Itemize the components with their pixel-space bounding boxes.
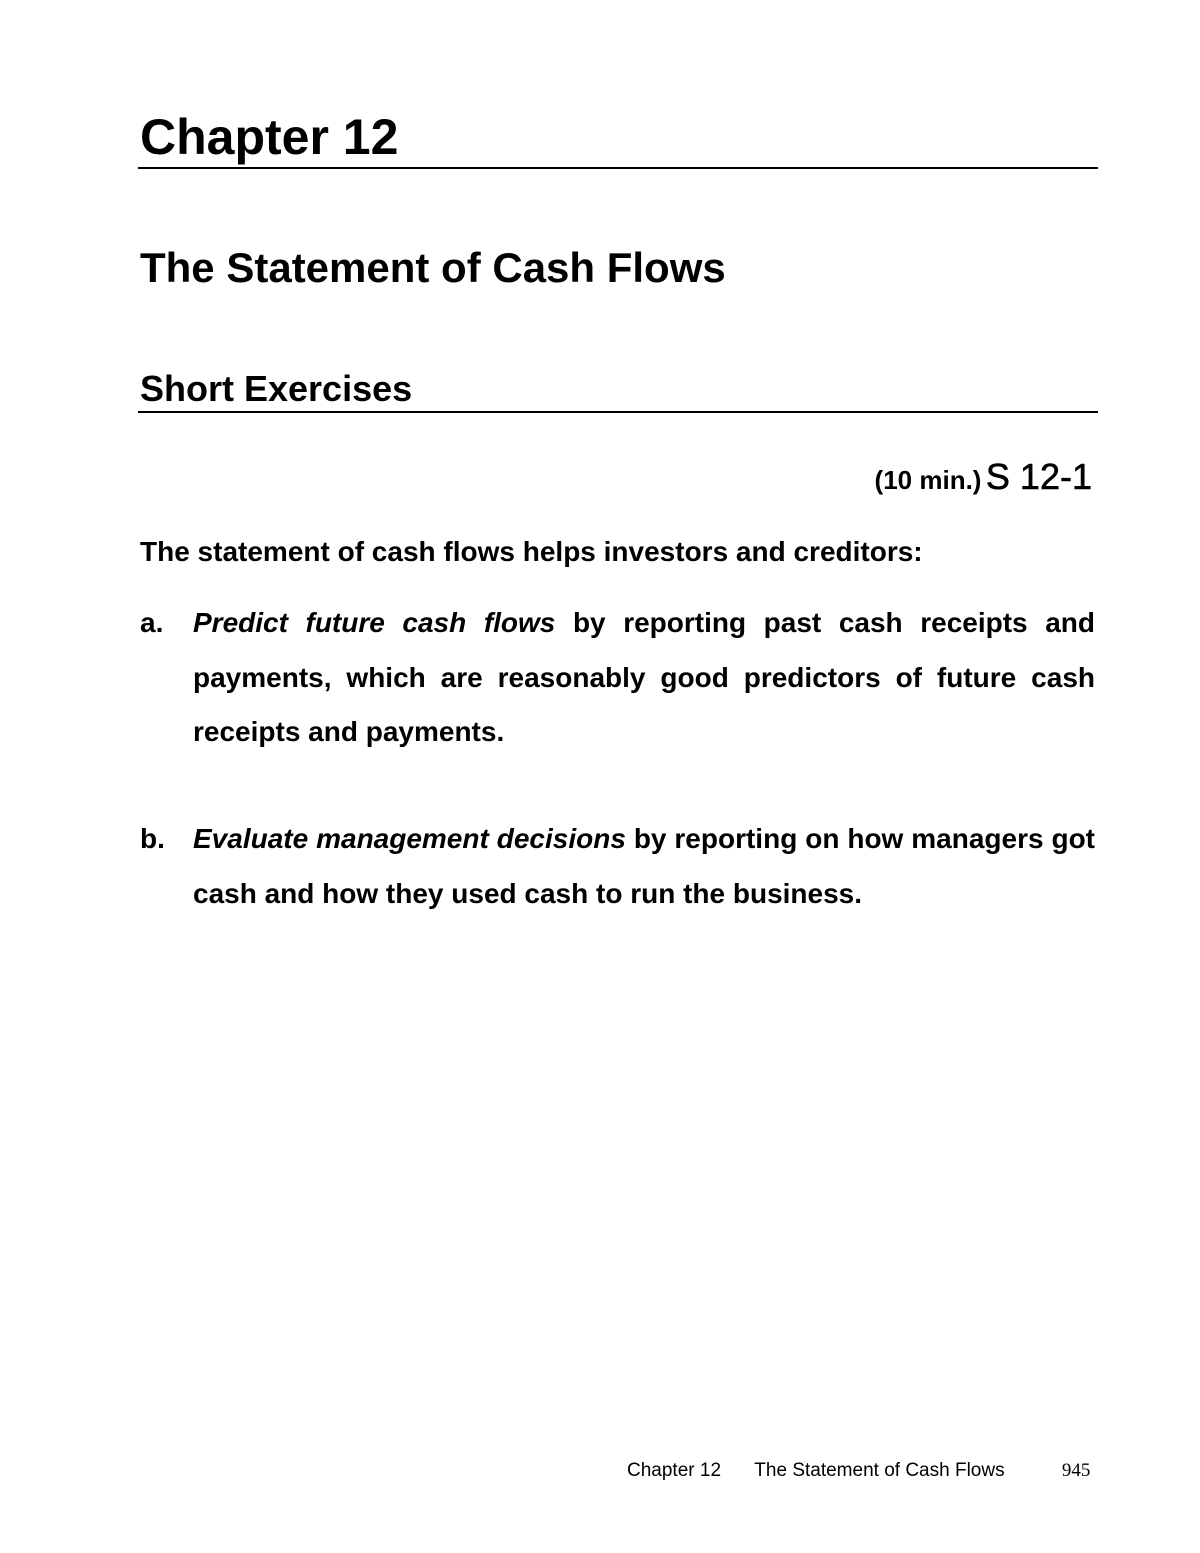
page-footer: [627, 1458, 1090, 1484]
section-heading: Short Exercises: [140, 368, 413, 409]
exercise-code: S 12-1: [985, 456, 1092, 497]
list-item-a: [140, 596, 1095, 760]
footer-title: The Statement of Cash Flows: [754, 1460, 1005, 1481]
list-item-body: by reporting on how managers got cash and how they used cash to run the business.: [193, 823, 1095, 909]
list-marker: b.: [140, 823, 165, 854]
list-item-emphasis: Evaluate management decisions: [193, 823, 626, 854]
list-marker: a.: [140, 607, 164, 638]
exercise-intro: The statement of cash flows helps investors and creditors:: [140, 536, 923, 567]
exercise-time: (10 min.): [874, 465, 982, 495]
page-number: 945: [1061, 1460, 1091, 1481]
list-item-body: by reporting past cash receipts and payments, which are reasonably good predictors of future cash receipts and payments.: [193, 607, 1095, 747]
exercise-label: [875, 456, 1092, 498]
list-item-b: [140, 812, 1095, 921]
chapter-heading: Chapter 12: [140, 109, 399, 165]
list-item-text: [193, 812, 1095, 921]
chapter-rule: [138, 167, 1098, 169]
section-rule: [138, 411, 1098, 413]
list-item-emphasis: Predict future cash flows: [193, 607, 556, 638]
list-item-text: [193, 596, 1095, 760]
footer-chapter: Chapter 12: [627, 1460, 722, 1481]
chapter-title: The Statement of Cash Flows: [140, 244, 726, 291]
